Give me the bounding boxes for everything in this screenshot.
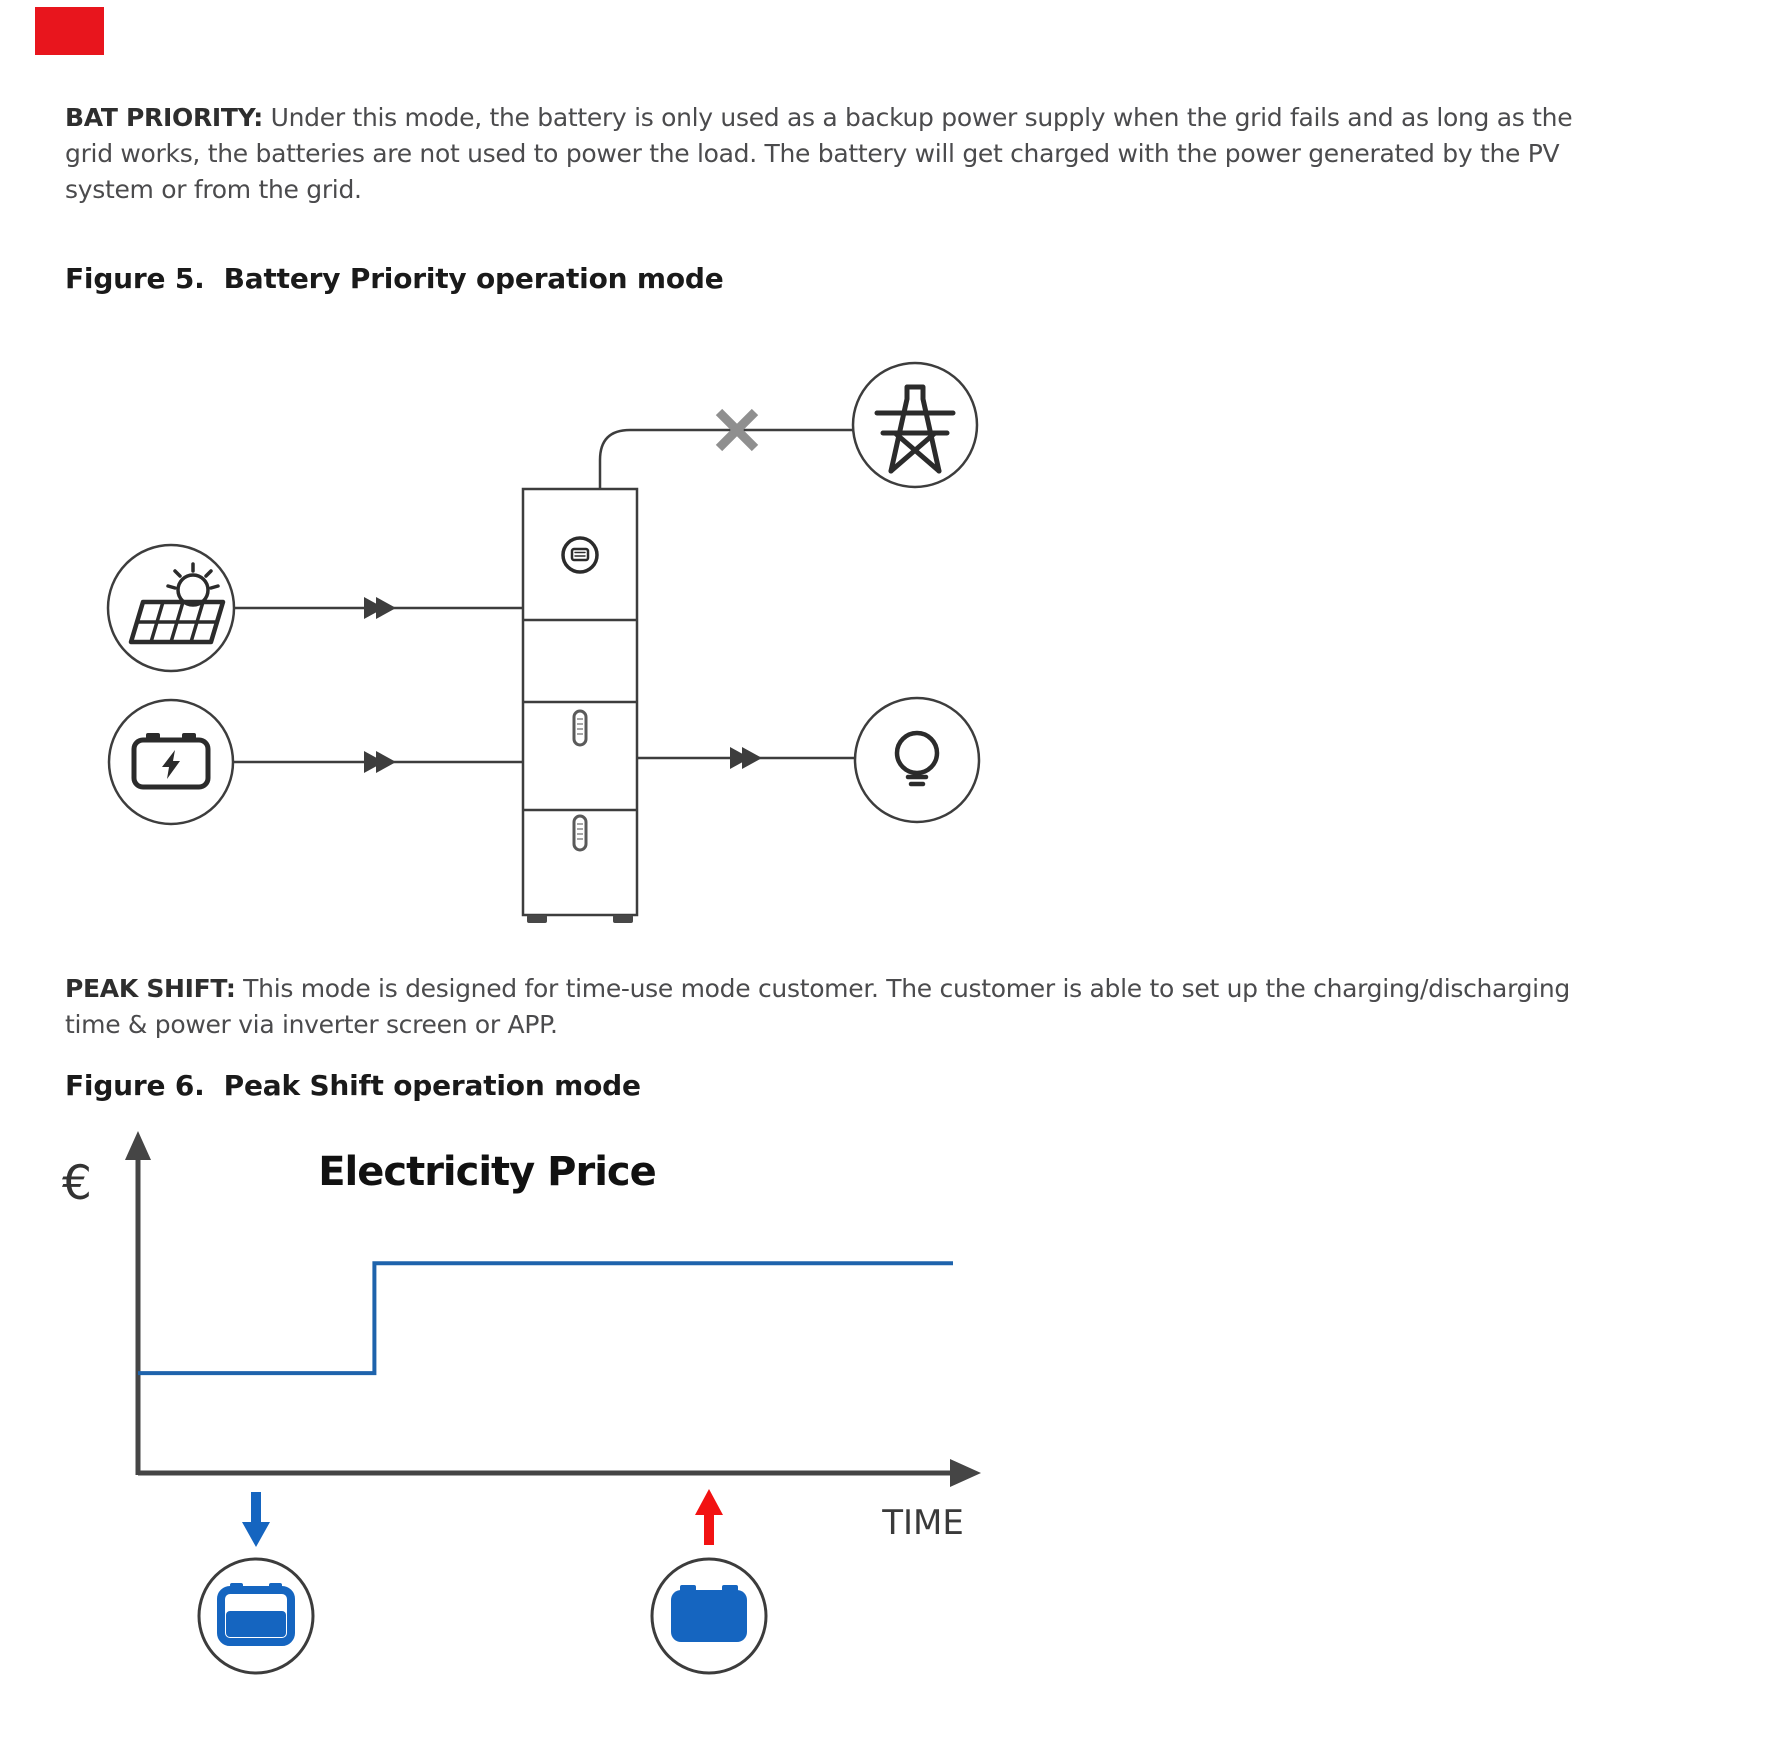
load-flow-arrow <box>730 747 762 769</box>
corner-marker <box>35 7 104 55</box>
tower-foot <box>613 915 633 923</box>
y-axis-label: € <box>62 1156 92 1211</box>
bat-priority-lead: BAT PRIORITY: <box>65 103 263 132</box>
figure5-diagram <box>80 300 1000 940</box>
peak-shift-text: This mode is designed for time-use mode customer. The customer is able to set up the charging/discharging time & power via inverter screen or APP. <box>65 974 1570 1039</box>
battery-flow-arrow <box>364 751 396 773</box>
tower-foot <box>527 915 547 923</box>
discharge-arrow-icon <box>695 1489 723 1545</box>
x-axis-label: TIME <box>882 1503 964 1543</box>
charge-arrow-icon <box>242 1492 270 1547</box>
figure6-caption: Figure 6. Peak Shift operation mode <box>65 1069 641 1102</box>
battery-full-solid-icon <box>671 1585 747 1642</box>
inverter-tower <box>523 489 637 923</box>
figure5-caption: Figure 5. Battery Priority operation mode <box>65 262 724 295</box>
load-node-circle <box>855 698 979 822</box>
pv-flow-arrow <box>364 597 396 619</box>
pv-node-circle <box>108 545 234 671</box>
peak-shift-paragraph <box>65 971 1620 1043</box>
x-axis-arrowhead <box>950 1459 981 1487</box>
bat-priority-paragraph <box>65 100 1620 208</box>
grid-node-circle <box>853 363 977 487</box>
bat-priority-text: Under this mode, the battery is only used as a backup power supply when the grid fails and as long as the grid works, the batteries are not used to power the load. The battery will get charged with the power generated by the PV system or from the grid. <box>65 103 1573 204</box>
battery-half-outline-icon <box>221 1583 291 1642</box>
battery-module-handle-icon <box>574 816 586 850</box>
battery-module-handle-icon <box>574 711 586 745</box>
peak-shift-lead: PEAK SHIFT: <box>65 974 236 1003</box>
y-axis-arrowhead <box>125 1131 151 1160</box>
figure6-chart <box>50 1120 990 1720</box>
price-step-line <box>138 1263 953 1373</box>
chart-title: Electricity Price <box>318 1149 656 1195</box>
